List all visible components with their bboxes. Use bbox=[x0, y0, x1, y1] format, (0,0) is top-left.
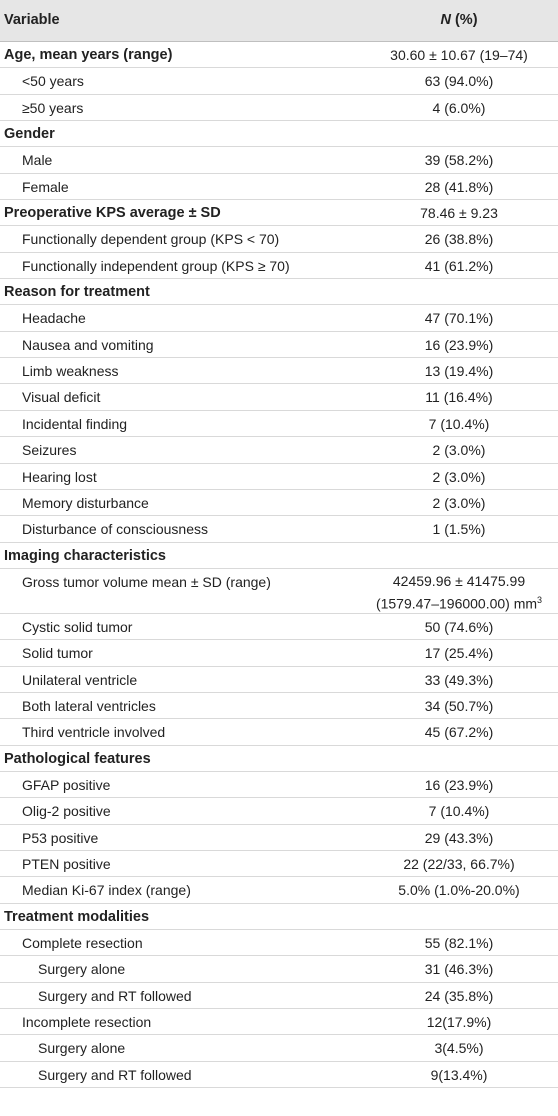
table-row bbox=[0, 614, 558, 640]
row-value: 5.0% (1.0%-20.0%) bbox=[398, 882, 520, 899]
row-value: 30.60 ± 10.67 (19–74) bbox=[390, 47, 528, 63]
row-label: Surgery and RT followed bbox=[38, 987, 192, 1004]
row-value: 55 (82.1%) bbox=[424, 935, 494, 951]
row-label: Female bbox=[22, 178, 69, 195]
row-label: Surgery and RT followed bbox=[38, 1066, 192, 1083]
row-value: 2 (3.0%) bbox=[432, 468, 486, 485]
table-row bbox=[0, 640, 558, 666]
section-row bbox=[0, 121, 558, 147]
table-row bbox=[0, 490, 558, 516]
row-value: 31 (46.3%) bbox=[424, 961, 494, 978]
table-row bbox=[0, 464, 558, 490]
row-value: 45 (67.2%) bbox=[424, 724, 494, 741]
table-row bbox=[0, 569, 558, 614]
row-label: Complete resection bbox=[22, 935, 143, 951]
row-value: 13 (19.4%) bbox=[424, 363, 494, 380]
row-value: 28 (41.8%) bbox=[424, 178, 494, 195]
table-row bbox=[0, 147, 558, 173]
table-row bbox=[0, 226, 558, 252]
table-row bbox=[0, 174, 558, 200]
row-value: 63 (94.0%) bbox=[424, 73, 494, 90]
table-row bbox=[0, 1009, 558, 1035]
row-label: Gross tumor volume mean ± SD (range) bbox=[22, 573, 271, 590]
section-row bbox=[0, 904, 558, 930]
row-label: Third ventricle involved bbox=[22, 724, 166, 741]
row-label: Incidental finding bbox=[22, 415, 128, 432]
table-row bbox=[0, 384, 558, 410]
table-row bbox=[0, 358, 558, 384]
row-label: Solid tumor bbox=[22, 645, 93, 662]
row-value: 24 (35.8%) bbox=[424, 987, 494, 1004]
table-row bbox=[0, 930, 558, 956]
row-value: 16 (23.9%) bbox=[424, 776, 494, 793]
row-label: Headache bbox=[22, 310, 86, 327]
row-label: Unilateral ventricle bbox=[22, 671, 138, 688]
section-row bbox=[0, 42, 558, 68]
table-row bbox=[0, 851, 558, 877]
header-variable: Variable bbox=[4, 12, 60, 28]
table-row bbox=[0, 411, 558, 437]
row-label: Nausea and vomiting bbox=[22, 336, 154, 353]
section-heading: Age, mean years (range) bbox=[4, 47, 173, 63]
table-row bbox=[0, 693, 558, 719]
table-row bbox=[0, 95, 558, 121]
row-value: 4 (6.0%) bbox=[432, 99, 486, 116]
row-label: Male bbox=[22, 152, 53, 169]
row-value: 12(17.9%) bbox=[426, 1014, 492, 1031]
row-label: Olig-2 positive bbox=[22, 803, 111, 820]
row-value: 26 (38.8%) bbox=[424, 231, 494, 248]
table-row bbox=[0, 1035, 558, 1061]
row-value: 2 (3.0%) bbox=[432, 442, 486, 459]
row-value-line2 bbox=[368, 591, 550, 614]
row-label: <50 years bbox=[22, 73, 84, 90]
row-value-line2-text: (1579.47–196000.00) mm bbox=[375, 595, 538, 612]
row-label: Surgery alone bbox=[38, 961, 126, 978]
table-row bbox=[0, 772, 558, 798]
header-n-suffix: (%) bbox=[450, 12, 478, 28]
row-value: 3(4.5%) bbox=[434, 1040, 484, 1057]
table-body bbox=[0, 42, 558, 1088]
table-row bbox=[0, 877, 558, 903]
row-label: Functionally dependent group (KPS < 70) bbox=[22, 231, 280, 248]
row-value: 2 (3.0%) bbox=[432, 494, 486, 511]
section-row bbox=[0, 746, 558, 772]
table-row bbox=[0, 437, 558, 463]
row-value bbox=[368, 572, 550, 614]
section-heading: Preoperative KPS average ± SD bbox=[4, 205, 221, 222]
row-label: Visual deficit bbox=[22, 389, 101, 406]
row-label: Hearing lost bbox=[22, 468, 97, 485]
table-row bbox=[0, 332, 558, 358]
row-value: 50 (74.6%) bbox=[424, 618, 494, 635]
row-value: 1 (1.5%) bbox=[432, 521, 486, 538]
table-row bbox=[0, 956, 558, 982]
section-row bbox=[0, 543, 558, 569]
section-heading: Treatment modalities bbox=[4, 908, 150, 925]
row-label: GFAP positive bbox=[22, 776, 111, 793]
row-value: 34 (50.7%) bbox=[424, 697, 494, 714]
unit-superscript: 3 bbox=[537, 594, 543, 605]
row-value: 11 (16.4%) bbox=[425, 389, 493, 406]
table-row bbox=[0, 983, 558, 1009]
row-label: Both lateral ventricles bbox=[22, 697, 156, 714]
row-value: 16 (23.9%) bbox=[424, 336, 494, 353]
header-n-symbol: N bbox=[440, 12, 451, 28]
row-label: Incomplete resection bbox=[22, 1014, 152, 1031]
row-value: 7 (10.4%) bbox=[428, 803, 490, 820]
row-label: PTEN positive bbox=[22, 855, 111, 872]
row-label: ≥50 years bbox=[22, 99, 84, 116]
row-value-line1: 42459.96 ± 41475.99 bbox=[392, 572, 526, 589]
row-label: Functionally independent group (KPS ≥ 70) bbox=[22, 257, 290, 274]
table-row bbox=[0, 719, 558, 745]
table-row bbox=[0, 68, 558, 94]
table-row bbox=[0, 516, 558, 542]
row-label: Seizures bbox=[22, 442, 77, 459]
row-value: 41 (61.2%) bbox=[424, 257, 494, 274]
row-value: 39 (58.2%) bbox=[424, 152, 494, 169]
table-row bbox=[0, 1062, 558, 1088]
row-value: 78.46 ± 9.23 bbox=[420, 205, 498, 222]
row-label: Memory disturbance bbox=[22, 494, 149, 511]
row-value: 17 (25.4%) bbox=[424, 645, 494, 662]
row-value: 33 (49.3%) bbox=[424, 671, 494, 688]
row-label: Surgery alone bbox=[38, 1040, 126, 1057]
table-row bbox=[0, 798, 558, 824]
section-heading: Reason for treatment bbox=[4, 284, 150, 301]
row-value: 7 (10.4%) bbox=[428, 415, 490, 432]
row-value: 29 (43.3%) bbox=[424, 829, 494, 846]
section-heading: Imaging characteristics bbox=[4, 547, 166, 564]
header-n-percent bbox=[380, 12, 538, 28]
table-row bbox=[0, 667, 558, 693]
row-value: 47 (70.1%) bbox=[424, 310, 494, 327]
row-label: Median Ki-67 index (range) bbox=[22, 882, 191, 899]
table-row bbox=[0, 825, 558, 851]
section-row bbox=[0, 200, 558, 226]
table-row bbox=[0, 305, 558, 331]
section-heading: Gender bbox=[4, 126, 55, 143]
row-label: Cystic solid tumor bbox=[22, 618, 133, 635]
row-label: Disturbance of consciousness bbox=[22, 521, 208, 538]
table-row bbox=[0, 253, 558, 279]
row-label: Limb weakness bbox=[22, 363, 119, 380]
row-label: P53 positive bbox=[22, 829, 99, 846]
row-value: 9(13.4%) bbox=[430, 1066, 488, 1083]
section-heading: Pathological features bbox=[4, 750, 151, 767]
table-header bbox=[0, 0, 558, 42]
row-value: 22 (22/33, 66.7%) bbox=[403, 855, 515, 872]
section-row bbox=[0, 279, 558, 305]
